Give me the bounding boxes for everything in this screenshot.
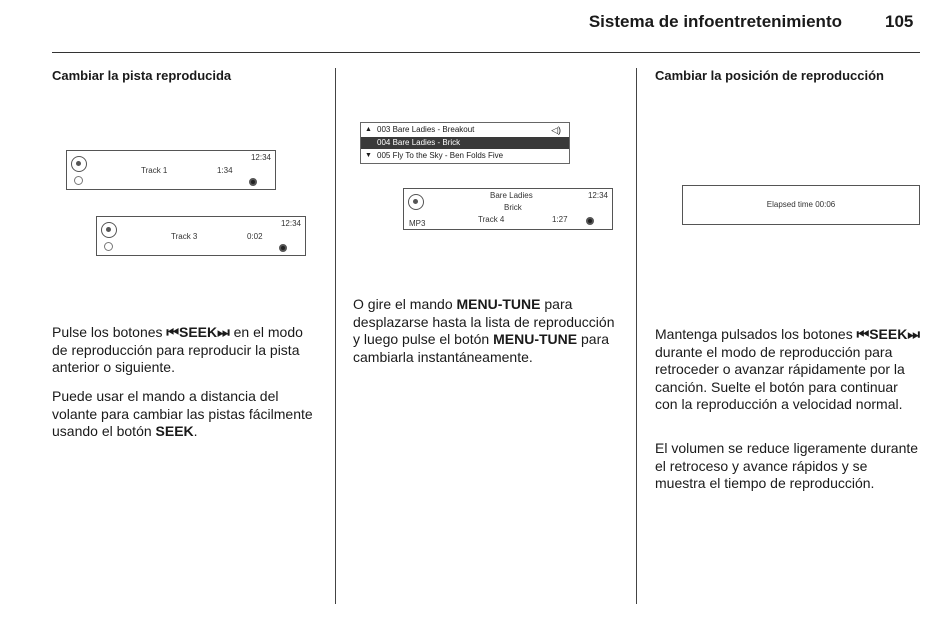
paragraph-menu-tune: O gire el mando MENU-TUNE para desplazarse hasta la lista de reproducción y luego pulse el botón MENU-TUNE para cambiarla instantáneamente. [353, 296, 615, 365]
display-time: 0:02 [247, 232, 263, 241]
display-song-title: Brick [504, 203, 522, 212]
seek-button-label: SEEK [155, 423, 194, 439]
radio-display-mp3 [403, 188, 613, 230]
cd-icon [408, 194, 424, 210]
playlist-row: ▲ 003 Bare Ladies - Breakout ◁) [365, 125, 561, 135]
header-rule [52, 52, 920, 53]
display-time: 1:34 [217, 166, 233, 175]
cd-small-icon [74, 176, 83, 185]
column-divider-2 [636, 68, 637, 604]
section-heading-change-position: Cambiar la posición de reproducción [655, 68, 884, 83]
playlist-display [360, 122, 570, 164]
radio-display-track-3 [96, 216, 306, 256]
cd-icon [71, 156, 87, 172]
menu-tune-label: MENU-TUNE [493, 331, 578, 347]
display-track: Track 1 [141, 166, 168, 175]
page-header-title: Sistema de infoentretenimiento [588, 12, 842, 31]
cd-icon [101, 222, 117, 238]
paragraph-volume-reduced: El volumen se reduce ligeramente durante el retroceso y avance rápidos y se muestra el tiempo de reproducción. [655, 440, 919, 491]
section-heading-change-track: Cambiar la pista reproducida [52, 68, 232, 83]
seek-button-label: ⏮SEEK⏭ [166, 324, 230, 340]
scroll-up-icon: ▲ [365, 126, 372, 133]
display-time: 1:27 [552, 215, 568, 224]
column-divider-1 [335, 68, 336, 604]
display-artist: Bare Ladies [490, 191, 533, 200]
disc-indicator-icon [279, 244, 287, 252]
seek-button-label: ⏮SEEK⏭ [856, 326, 920, 342]
display-clock: 12:34 [280, 219, 301, 228]
elapsed-time-display [682, 185, 920, 225]
paragraph-seek-buttons: Pulse los botones ⏮SEEK⏭ en el modo de reproducción para reproducir la pista anterior o siguiente. [52, 324, 303, 375]
menu-tune-label: MENU-TUNE [456, 296, 541, 312]
paragraph-steering-remote: Puede usar el mando a distancia del volante para cambiar las pistas fácilmente usando el botón SEEK. [52, 388, 313, 439]
disc-indicator-icon [586, 217, 594, 225]
scroll-down-icon: ▼ [365, 152, 372, 159]
playlist-row: ▼ 005 Fly To the Sky - Ben Folds Five [365, 151, 504, 160]
playlist-row-selected: 004 Bare Ladies - Brick [361, 137, 569, 149]
display-clock: 12:34 [587, 191, 608, 200]
elapsed-time-text: Elapsed time 00:06 [766, 200, 836, 209]
page-number: 105 [885, 12, 914, 31]
disc-indicator-icon [249, 178, 257, 186]
cd-small-icon [104, 242, 113, 251]
speaker-icon: ◁) [551, 125, 561, 135]
radio-display-track-1 [66, 150, 276, 190]
display-format: MP3 [409, 219, 426, 228]
display-track: Track 4 [478, 215, 505, 224]
display-track: Track 3 [171, 232, 198, 241]
paragraph-hold-seek: Mantenga pulsados los botones ⏮SEEK⏭ durante el modo de reproducción para retroceder o avanzar rápidamente por la canción. Suelte el botón para continuar con la reproducción a velocidad normal. [655, 326, 920, 412]
display-clock: 12:34 [250, 153, 271, 162]
